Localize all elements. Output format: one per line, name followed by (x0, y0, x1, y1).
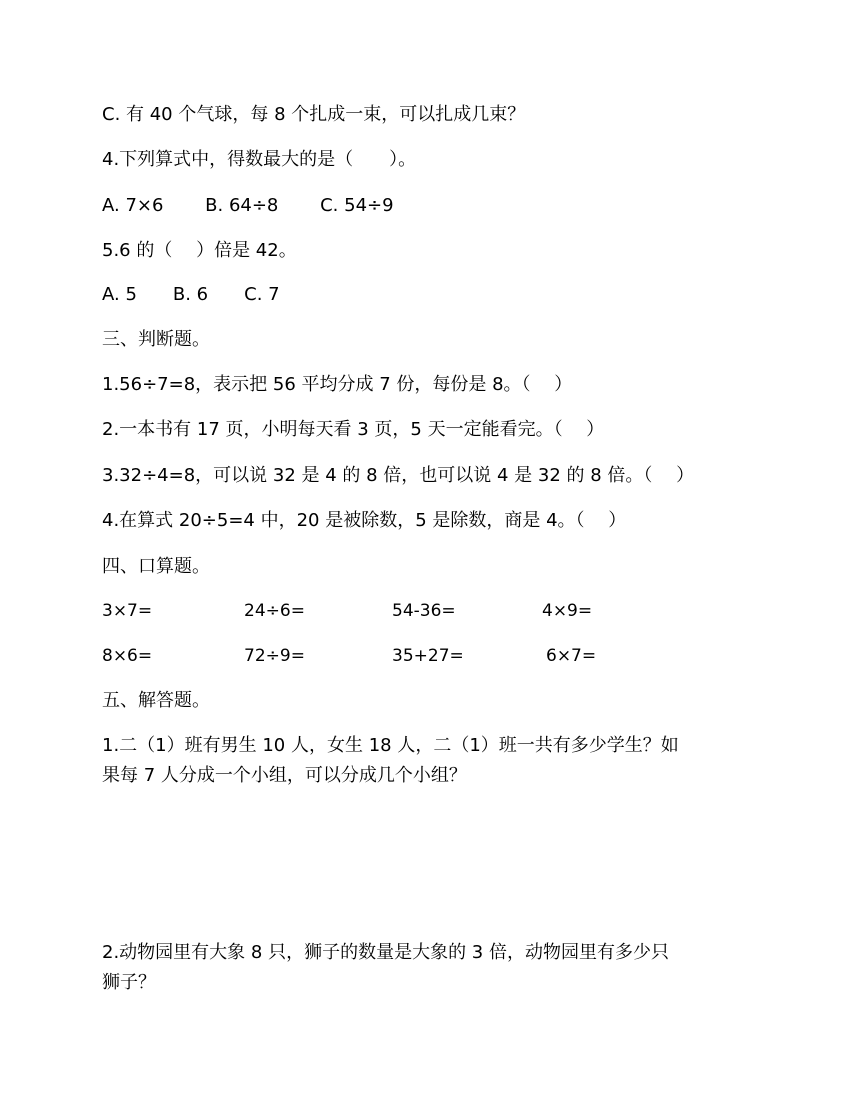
section-4-heading: 四、口算题。 (102, 556, 210, 577)
judge-item-4: 4.在算式 20÷5=4 中，20 是被除数，5 是除数，商是 4。（ ） (102, 510, 627, 531)
section-3-heading: 三、判断题。 (102, 329, 210, 350)
mental-math-item: 35+27= (392, 646, 464, 666)
section-5-heading: 五、解答题。 (102, 690, 210, 711)
judge-item-2: 2.一本书有 17 页，小明每天看 3 页，5 天一定能看完。（ ） (102, 419, 605, 440)
mental-math-item: 54-36= (392, 601, 456, 621)
mental-math-item: 6×7= (546, 646, 597, 666)
question-3-option-c: C. 有 40 个气球，每 8 个扎成一束，可以扎成几束？ (102, 104, 526, 125)
answer-question-2-line-1: 2.动物园里有大象 8 只，狮子的数量是大象的 3 倍，动物园里有多少只 (102, 942, 669, 963)
answer-question-1-line-1: 1.二（1）班有男生 10 人，女生 18 人，二（1）班一共有多少学生？如 (102, 735, 679, 756)
mental-math-item: 4×9= (542, 601, 593, 621)
mental-math-item: 3×7= (102, 601, 153, 621)
mental-math-item: 8×6= (102, 646, 153, 666)
question-4: 4.下列算式中，得数最大的是（ ）。 (102, 149, 417, 170)
answer-question-1-line-2: 果每 7 人分成一个小组，可以分成几个小组？ (102, 765, 467, 786)
mental-math-item: 72÷9= (244, 646, 305, 666)
question-5-options: A. 5 B. 6 C. 7 (102, 284, 280, 305)
judge-item-1: 1.56÷7=8，表示把 56 平均分成 7 份，每份是 8。（ ） (102, 374, 573, 395)
mental-math-item: 24÷6= (244, 601, 305, 621)
question-4-options: A. 7×6 B. 64÷8 C. 54÷9 (102, 195, 394, 216)
judge-item-3: 3.32÷4=8，可以说 32 是 4 的 8 倍，也可以说 4 是 32 的 8 倍。（ ） (102, 465, 695, 486)
answer-question-2-line-2: 狮子？ (102, 972, 156, 993)
question-5: 5.6 的（ ）倍是 42。 (102, 240, 297, 261)
